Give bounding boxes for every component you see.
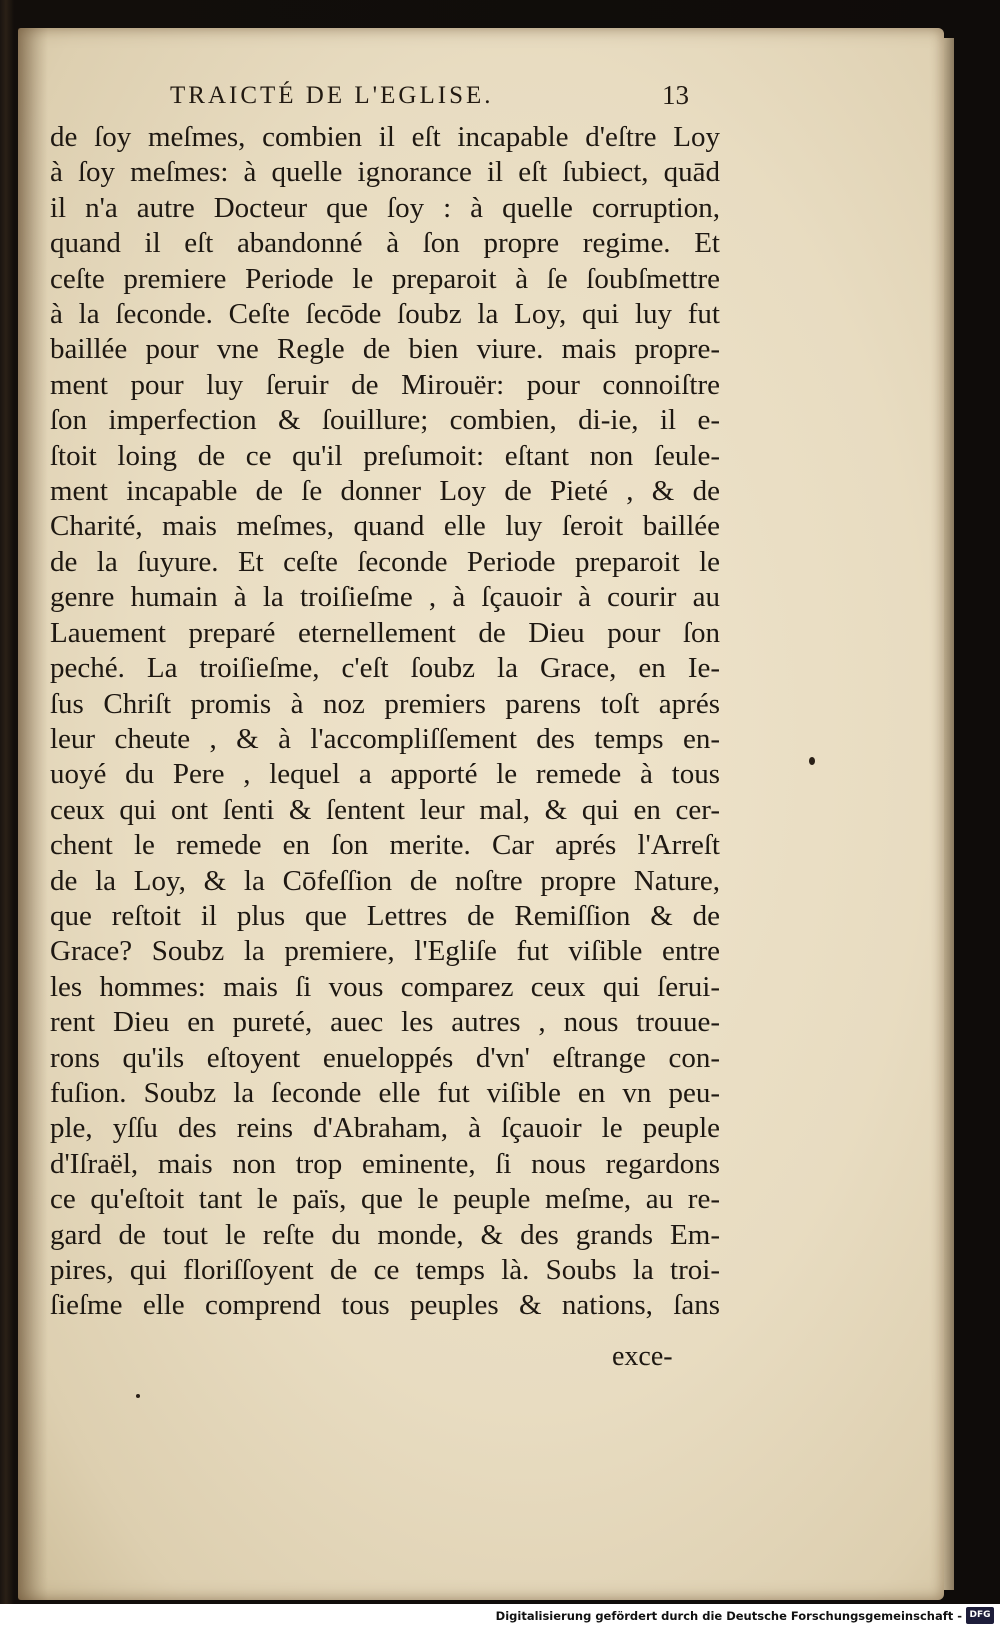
text-line: fuſion. Soubz la ſeconde elle fut viſible en vn peu- — [50, 1076, 720, 1109]
text-line: rons qu'ils eſtoyent enueloppés d'vn' eſtrange con- — [50, 1041, 720, 1074]
text-line: quand il eſt abandonné à ſon propre regime. Et — [50, 227, 720, 260]
text-line: de ſoy meſmes, combien il eſt incapable d'eſtre Loy — [50, 121, 720, 153]
dfg-logo: DFG — [966, 1607, 994, 1624]
text-line: uoyé du Pere , lequel a apporté le remede à tous — [50, 758, 720, 791]
text-line: que reſtoit il plus que Lettres de Remiſſion & de — [50, 899, 720, 932]
text-line: pires, qui floriſſoyent de ce temps là. Soubs la troi- — [50, 1254, 720, 1286]
running-head: TRAICTÉ DE L'EGLISE. — [170, 82, 494, 109]
text-line: Grace? Soubz la premiere, l'Egliſe fut viſible entre — [50, 935, 720, 968]
footer-credit: Digitalisierung gefördert durch die Deutsche Forschungsgemeinschaft - — [495, 1609, 962, 1623]
catchword: exce- — [612, 1341, 673, 1372]
text-line: les hommes: mais ſi vous comparez ceux qui ſerui- — [50, 970, 720, 1003]
text-line: à la ſeconde. Ceſte ſecōde ſoubz la Loy, qui luy fut — [50, 298, 720, 331]
text-line: d'Iſraël, mais non trop eminente, ſi nous regardons — [50, 1147, 720, 1180]
text-line: peché. La troiſieſme, c'eſt ſoubz la Grace, en Ie- — [50, 652, 720, 685]
page-edge — [944, 38, 954, 1590]
text-line: ple, yſſu des reins d'Abraham, à ſçauoir le peuple — [50, 1112, 720, 1145]
text-line: Charité, mais meſmes, quand elle luy ſeroit baillée — [50, 510, 720, 543]
text-line: ſus Chriſt promis à noz premiers parens toſt aprés — [50, 687, 720, 720]
gutter-shadow — [18, 28, 48, 1600]
text-line: ment incapable de ſe donner Loy de Pieté , & de — [50, 475, 720, 508]
text-line: de la Loy, & la Cōfeſſion de noſtre propre Nature, — [50, 864, 720, 897]
body-text — [50, 120, 720, 1324]
text-line: ceſte premiere Periode le preparoit à ſe ſoubſmettre — [50, 262, 720, 295]
text-line: il n'a autre Docteur que ſoy : à quelle corruption, — [50, 191, 720, 224]
text-line: rent Dieu en pureté, auec les autres , nous trouue- — [50, 1006, 720, 1039]
page-number: 13 — [662, 80, 689, 110]
text-line: gard de tout le reſte du monde, & des grands Em- — [50, 1218, 720, 1251]
text-line: ment pour luy ſeruir de Mirouër: pour connoiſtre — [50, 368, 720, 401]
text-line: genre humain à la troiſieſme , à ſçauoir à courir au — [50, 581, 720, 614]
footer-bar — [0, 1604, 1000, 1629]
ink-speck — [136, 1394, 140, 1398]
text-line: baillée pour vne Regle de bien viure. mais propre- — [50, 333, 720, 366]
text-line: leur cheute , & à l'accompliſſement des temps en- — [50, 722, 720, 755]
text-line: ceux qui ont ſenti & ſentent leur mal, & qui en cer- — [50, 793, 720, 826]
text-line: chent le remede en ſon merite. Car aprés l'Arreſt — [50, 829, 720, 862]
text-line: ſieſme elle comprend tous peuples & nations, ſans — [50, 1289, 720, 1322]
text-line: à ſoy meſmes: à quelle ignorance il eſt ſubiect, quād — [50, 156, 720, 189]
text-line: Lauement preparé eternellement de Dieu pour ſon — [50, 616, 720, 649]
text-line: ſtoit loing de ce qu'il preſumoit: eſtant non ſeule- — [50, 439, 720, 472]
text-line: ſon imperfection & ſouillure; combien, di-ie, il e- — [50, 404, 720, 437]
text-line: de la ſuyure. Et ceſte ſeconde Periode preparoit le — [50, 545, 720, 578]
ink-speck — [809, 757, 815, 765]
text-line: ce qu'eſtoit tant le païs, que le peuple meſme, au re- — [50, 1183, 720, 1216]
